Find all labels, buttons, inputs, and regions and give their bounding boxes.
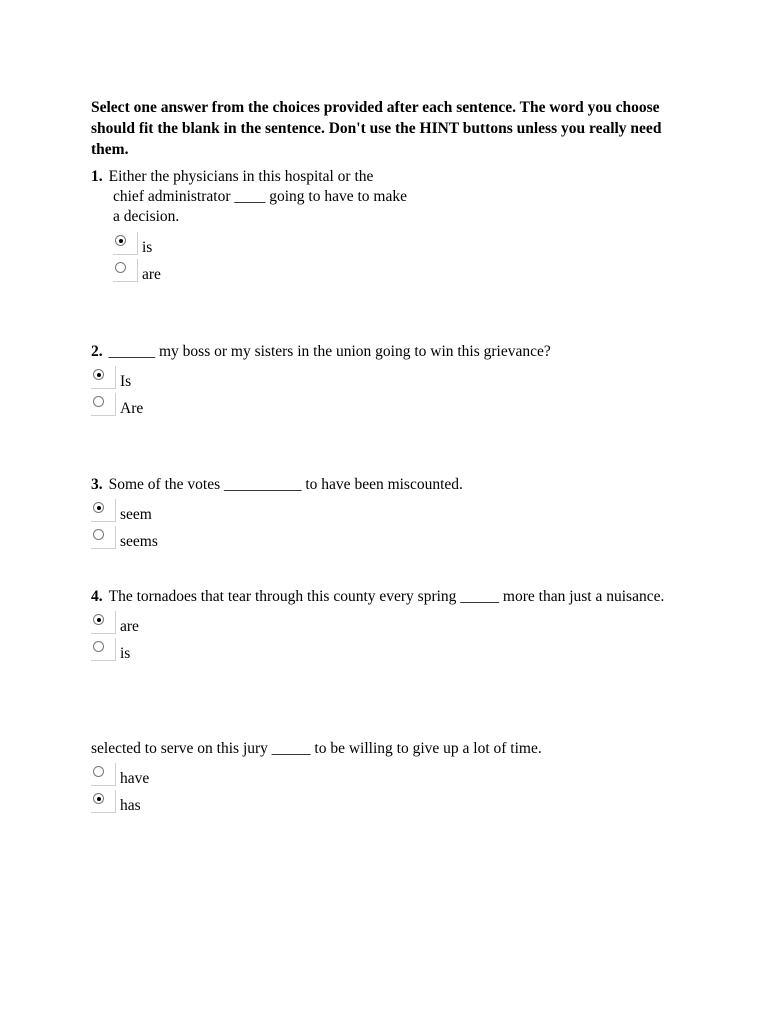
question-number: 4. (91, 588, 103, 605)
radio-box[interactable] (91, 526, 116, 549)
option-label: seems (120, 533, 158, 550)
answer-options (91, 499, 463, 553)
answer-option[interactable] (91, 499, 463, 526)
radio-button[interactable] (93, 502, 104, 513)
answer-option[interactable] (113, 232, 473, 259)
radio-box[interactable] (91, 638, 116, 661)
answer-option[interactable] (91, 763, 542, 790)
radio-box[interactable] (91, 499, 116, 522)
question-5 (91, 739, 542, 817)
option-label: are (142, 266, 161, 283)
answer-options (91, 366, 551, 420)
question-2-text (91, 342, 551, 362)
question-text: Some of the votes __________ to have been miscounted. (108, 476, 463, 493)
question-4 (91, 587, 691, 665)
question-text-line: chief administrator ____ going to have to make (113, 188, 407, 205)
question-text-line: Either the physicians in this hospital or the (108, 168, 374, 185)
question-3 (91, 475, 463, 553)
answer-option[interactable] (91, 611, 691, 638)
question-text: ______ my boss or my sisters in the union going to win this grievance? (108, 343, 551, 360)
radio-button[interactable] (93, 766, 104, 777)
radio-box[interactable] (91, 611, 116, 634)
answer-options (113, 232, 473, 286)
radio-box[interactable] (91, 366, 116, 389)
radio-button[interactable] (93, 529, 104, 540)
option-label: Are (120, 400, 144, 417)
radio-button[interactable] (93, 793, 104, 804)
answer-option[interactable] (91, 526, 463, 553)
answer-option[interactable] (91, 638, 691, 665)
answer-option[interactable] (91, 393, 551, 420)
option-label: has (120, 797, 141, 814)
option-label: is (120, 645, 131, 662)
answer-options (91, 611, 691, 665)
option-label: Is (120, 373, 132, 390)
option-label: are (120, 618, 139, 635)
answer-option[interactable] (91, 790, 542, 817)
radio-button[interactable] (93, 396, 104, 407)
question-number: 2. (91, 343, 103, 360)
question-3-text (91, 475, 463, 495)
option-label: have (120, 770, 150, 787)
option-label: is (142, 239, 153, 256)
instructions-text: Select one answer from the choices provided after each sentence. The word you choose should fit the blank in the sentence. Don't use the HINT buttons unless you really need them. (91, 99, 662, 158)
question-1 (91, 167, 473, 286)
question-number: 3. (91, 476, 103, 493)
answer-options (91, 763, 542, 817)
question-text-line: a decision. (113, 208, 180, 225)
answer-option[interactable] (113, 259, 473, 286)
question-1-text (91, 167, 451, 187)
radio-box[interactable] (91, 393, 116, 416)
question-2 (91, 342, 551, 420)
answer-option[interactable] (91, 366, 551, 393)
radio-button[interactable] (115, 235, 126, 246)
option-label: seem (120, 506, 152, 523)
question-text: selected to serve on this jury _____ to be willing to give up a lot of time. (91, 740, 542, 757)
radio-box[interactable] (113, 232, 138, 255)
question-text: The tornadoes that tear through this county every spring _____ more than just a nuisance. (108, 588, 665, 605)
radio-button[interactable] (93, 369, 104, 380)
question-4-text (91, 587, 691, 607)
radio-box[interactable] (91, 790, 116, 813)
radio-box[interactable] (91, 763, 116, 786)
radio-button[interactable] (93, 614, 104, 625)
radio-button[interactable] (115, 262, 126, 273)
radio-box[interactable] (113, 259, 138, 282)
question-number: 1. (91, 168, 103, 185)
radio-button[interactable] (93, 641, 104, 652)
